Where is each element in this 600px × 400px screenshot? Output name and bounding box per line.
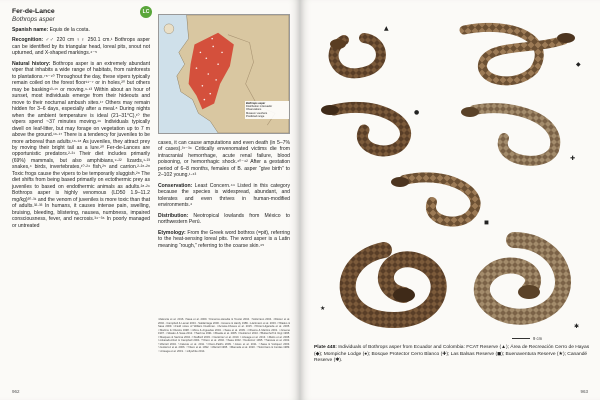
text-column-right (158, 140, 290, 253)
text-column-left (12, 27, 150, 233)
recognition-paragraph (12, 37, 150, 56)
recognition-text: ♂♂ 220 cm ♀♀ 250.1 cm.¹ Bothrops asper can be identified by its triangular head, loreal pits, snout not upturned, and X-shaped markings.⁴⁻⁵ (12, 37, 150, 57)
right-page (300, 0, 600, 400)
scale-bar (512, 336, 542, 341)
spanish-name-paragraph (12, 27, 150, 33)
conservation-text: Least Concern.⁴⁴ Listed in this category because the species is widespread, abundant, and tolerates and even thrives in human-modified environments.⁴ (158, 182, 290, 209)
etymology-paragraph (158, 230, 290, 249)
svg-text:★: ★ (320, 305, 326, 312)
svg-text:◆: ◆ (576, 61, 581, 68)
snake-2 (464, 27, 575, 81)
recognition-label: Recognition: (12, 37, 44, 44)
map-legend (245, 101, 289, 119)
references-block: ¹Valencia et al. 2016. ²Sasa et al. 2009. ³Cisneros-Heredia & Touzet 2004. ⁴Solórzano 2004. ⁵Wüster et al. 2002. ⁶Campbell & Lamar 2004. ⁷Saldarriaga 2000. ⁸Greene & Hardy 1989. ⁹Hartmann et al. 2003. ¹⁰Wasko & Sasa 2009. ¹¹Field notes of William Duellman. ¹²Acosta-Chaves et al. 2015. ¹³Pérez-Higareda et al. 2005. ¹⁴Martins & Oliveira 1998. ¹⁵Mora & Arguedas 2004. ¹⁶Sasa et al. 2009. ¹⁷Oliveira & Martins 2001. ¹⁸Greene 1997. ¹⁹Wasko & Sasa 2012. ²⁰Sazima 1991. ²¹Boada et al. 2005. ²²Gutiérrez 2010. ²³Buttenhoff & Vogt 1995. ²⁴Marques & Sazima 2004. ²⁵Stafford 2003. ²⁶Gutiérrez et al. 2010. ²⁷Arteaga et al. 2013. ²⁸Mebs et al. 2008. ²⁹Alvarado-Díaz & Campbell 2004. ³⁰Otero et al. 2002. ³¹Sasa 2002. ³²Gutiérrez 1995. ³³Saravia et al. 2002. ³⁴Warrell 2004. ³⁵Calvete et al. 2011. ³⁶Otero-Patiño 2009. ³⁷Alves et al. 2011. ³⁸Sasa & Vázquez 2003. ³⁹Gutiérrez et al. 2006. ⁴⁰Otero et al. 1992. ⁴¹Warrell 1995. ⁴²Mamede et al. 2020. ⁴³Solórzano & Cerdas 1989. ⁴⁴Arteaga et al. 2019. ⁴⁵Lillywhite 2014. (158, 318, 290, 353)
natural-history-label: Natural history: (12, 60, 51, 67)
map-legend-item-observations: Observations (246, 108, 262, 112)
etymology-text: From the Greek word bothros (=pit), referring to the heat-sensing loreal pits. The word asper is a Latin meaning “rough,” referring to the coarse skin.⁴⁵ (158, 229, 290, 249)
map-legend-title: Bothrops asper (246, 102, 266, 105)
svg-text:▲: ▲ (384, 25, 389, 32)
plate-caption-text: Individuals of Bothrops asper from Ecuador and Colombia: FCAT Reserve (▲); Área de Recreación Cerro de Hayas (◆); Mompiche Lodge (●); Bosque Protector Cerro Blanco (✚); Las Balsas Reserve (◼); Buenaventura Reserve (★); Canandé Reserve (✱). (314, 345, 590, 364)
map-legend-subtitle: Distribution in Ecuador (246, 105, 273, 109)
spanish-name-label: Spanish name: (12, 27, 49, 33)
distribution-paragraph (158, 213, 290, 226)
svg-text:✱: ✱ (574, 323, 580, 330)
snake-7 (482, 240, 563, 317)
natural-history-paragraph (12, 61, 150, 229)
svg-text:✚: ✚ (570, 155, 576, 162)
scale-bar-label: 9 cm (533, 336, 543, 341)
snake-photo-plate (314, 10, 590, 340)
plate-graphic (314, 10, 590, 340)
svg-text:●: ● (414, 109, 420, 116)
snake-4 (461, 107, 555, 161)
common-name: Fer-de-Lance (12, 8, 55, 15)
map-legend-item-range: Predicted range (246, 114, 265, 118)
conservation-label: Conservation: (158, 182, 193, 189)
snake-1 (330, 38, 381, 73)
scientific-name: Bothrops asper (12, 16, 55, 23)
natural-history-text: Bothrops asper is an extremely abundant viper that inhabits a wide range of habitats, from rainforests to plantations.⁷⁸⁻⁹⁰ Throughout the day, these vipers typically remain coiled on the forest floor¹¹⁻⁷ or in holes,²⁰ but others may be basking¹³·¹⁵ or moving.⁹·¹³ Within about an hour of sunset, most individuals emerge from their hideouts and move to their nocturnal ambush sites.¹⁷ Others may remain hidden for 3–6 days, especially after a meal.⁸ During nights when the ambient temperature is ideal (21–31°C),¹⁰ the vipers spend ~37 minutes moving.¹⁹ Individuals typically dwell on leaf-litter, but may forage on vegetation up to 7 m above the ground.¹⁶·¹⁷ There is a tendency for juveniles to be more arboreal than adults.¹⁶·¹⁸ As juveniles, they attract prey by moving their bright tail as a lure.²⁰ Fer-de-Lances are opportunistic predators.²·²¹ Their diet includes primarily (69%) mammals, but also amphibians,⁹·²² lizards,¹·²³ snakes,⁴ birds, invertebrates,¹⁰·²⁴ fish,²⁵ and carrion.²·²⁶·²⁸ Toxic frogs cause the vipers to be temporarily sluggish.²⁸ The diet shifts from being based primarily on ectothermic prey as juveniles to based on endothermic animals as adults.²⁸·²⁹ Bothrops asper is highly venomous (LD50 1.9–11.2 mg/kg)³⁰·³¹ and the venom of juveniles is more toxic than that of adults.³²·³³ In humans, it causes intense pain, swelling, bruising, bleeding, blistering, nausea, numbness, impaired consciousness, fever, and necrosis.³⁴⁻³⁶ In poorly managed or untreated (12, 60, 150, 229)
distribution-text: Neotropical lowlands from México to northwestern Perú. (158, 212, 290, 226)
spanish-name-text: Equis de la costa. (49, 27, 90, 33)
conservation-status-badge: LC (140, 6, 152, 18)
species-header (12, 8, 132, 23)
distribution-map (158, 14, 290, 134)
page-number-right: 963 (580, 389, 588, 394)
snake-3 (321, 105, 406, 151)
map-legend-item-vouchers: Museum vouchers (246, 111, 268, 115)
snake-5 (391, 177, 476, 222)
etymology-label: Etymology: (158, 229, 186, 236)
page-number-left: 962 (12, 389, 20, 394)
plate-caption (314, 345, 590, 365)
plate-caption-label: Plate 448: (314, 345, 337, 350)
snake-6 (348, 250, 439, 320)
distribution-label: Distribution: (158, 212, 189, 219)
scale-bar-line (512, 338, 530, 339)
conservation-paragraph (158, 183, 290, 209)
svg-text:◼: ◼ (484, 219, 489, 226)
natural-history-continued: cases, it can cause amputations and even death (in 5–7% of cases).³⁷⁻³⁹ Critically envenomated victims die from intracranial hemorrhage, acute renal failure, blood poisoning, or hemorrhagic shock.⁴⁰⁻⁴² After a gestation period of 6–8 months, females of B. asper “give birth” to 2–102 young.¹·⁴³ (158, 140, 290, 179)
